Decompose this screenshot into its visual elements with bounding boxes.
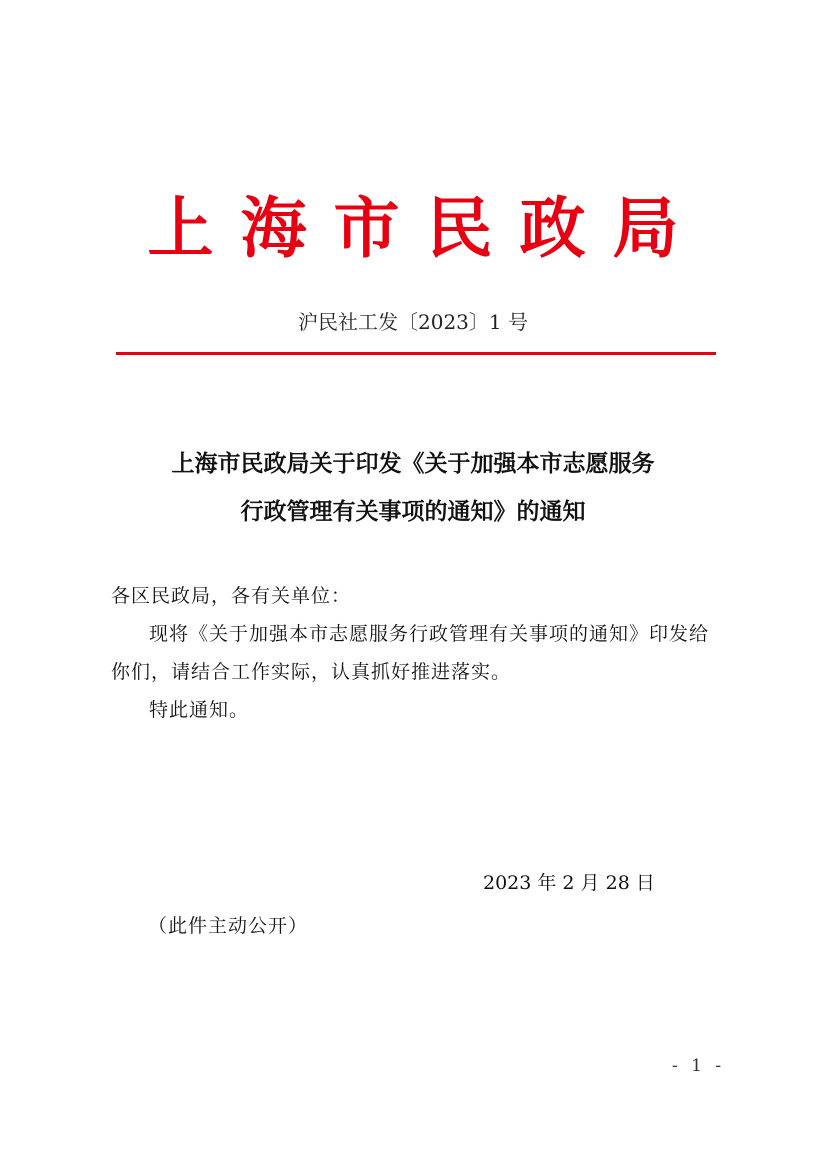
document-body [111,577,721,729]
disclosure-note: （此件主动公开） [148,915,309,937]
issue-date: 2023 年 2 月 28 日 [483,872,655,894]
salutation: 各区民政局，各有关单位： [111,585,352,607]
page-number: - 1 - [672,1056,726,1076]
document-number: 沪民社工发〔2023〕1 号 [298,310,528,334]
title-line-1: 上海市民政局关于印发《关于加强本市志愿服务 [171,450,655,477]
document-title [0,440,826,536]
issuing-organization-header: 上海市民政局 [147,189,706,267]
body-paragraph-1: 现将《关于加强本市志愿服务行政管理有关事项的通知》印发给你们，请结合工作实际，认真抓好推进落实。 [111,623,710,683]
body-paragraph-2: 特此通知。 [149,699,250,721]
title-line-2: 行政管理有关事项的通知》的通知 [240,498,586,525]
red-divider-line [116,352,716,355]
